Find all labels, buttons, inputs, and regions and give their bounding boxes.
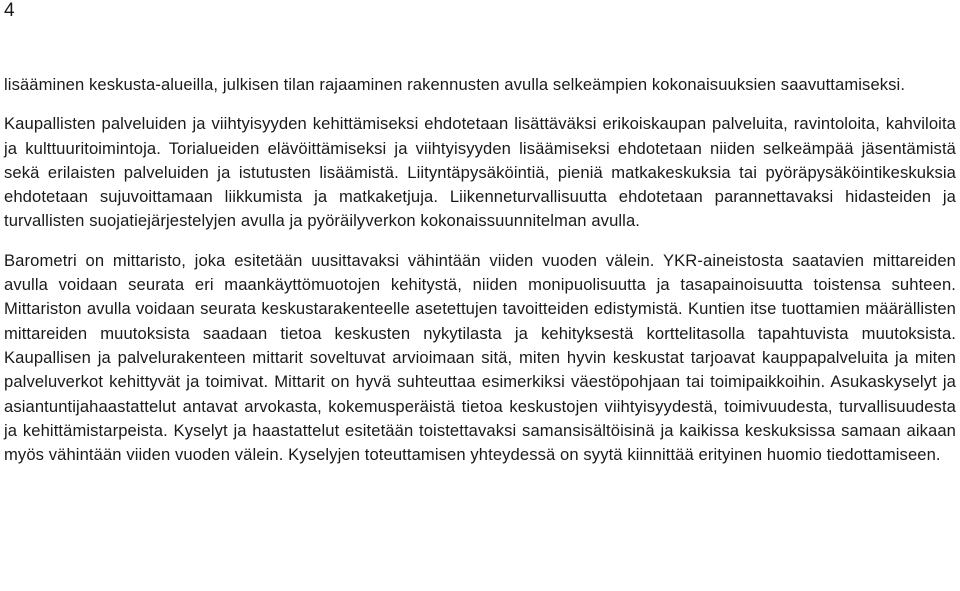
paragraph-commercial-services: Kaupallisten palveluiden ja viihtyisyyden kehittämiseksi ehdotetaan lisättäväksi erikoiskaupan palveluita, ravintoloita, kahviloita ja kulttuuritoimintoja. Torialueiden elävöittämiseksi ja viihtyisyyden lisäämiseksi ehdotetaan niiden selkeämpää jäsentämistä sekä erilaisten palveluiden ja istutusten lisäämistä. Liityntäpysäköintiä, pieniä matkakeskuksia tai pyöräpysäköintikeskuksia ehdotetaan sujuvoittamaan liikkumista ja matkaketjuja. Liikenneturvallisuutta ehdotetaan parannettavaksi hidasteiden ja turvallisten suojatiejärjestelyjen avulla ja pyöräilyverkon kokonaissuunnitelman avulla.: [4, 114, 956, 231]
paragraph-barometer: Barometri on mittaristo, joka esitetään uusittavaksi vähintään viiden vuoden välein. YKR-aineistosta saatavien mittareiden avulla voidaan seurata eri maankäyttömuotojen kehitystä, niiden monipuolisuutta ja tasapainoisuutta toistensa suhteen. Mittariston avulla voidaan seurata keskustarakenteelle asetettujen tavoitteiden edistymistä. Kuntien itse tuottamien määrällisten mittareiden muutoksista saadaan tietoa keskusten nykytilasta ja kehityksestä korttelitasolla tapahtuvista muutoksista. Kaupallisen ja palvelurakenteen mittarit soveltuvat arvioimaan sitä, miten hyvin keskustat tarjoavat kauppapalveluita ja miten palveluverkot kehittyvät ja toimivat. Mittarit on hyvä suhteuttaa esimerkiksi väestöpohjaan tai toimipaikkoihin. Asukaskyselyt ja asiantuntijahaastattelut antavat arvokasta, kokemusperäistä tietoa keskustojen viihtyisyydestä, toimivuudesta, turvallisuudesta ja kehittämistarpeista. Kyselyt ja haastattelut esitetään toistettavaksi samansisältöisinä ja kaikissa keskuksissa samaan aikaan myös vähintään viiden vuoden välein. Kyselyjen toteuttamisen yhteydessä on syytä kiinnittää erityinen huomio tiedottamiseen.: [4, 250, 956, 465]
paragraph-continuation: lisääminen keskusta-alueilla, julkisen tilan rajaaminen rakennusten avulla selkeämpien kokonaisuuksien saavuttamiseksi.: [4, 75, 906, 94]
document-body: [4, 73, 956, 482]
page-number: 4: [4, 0, 15, 21]
